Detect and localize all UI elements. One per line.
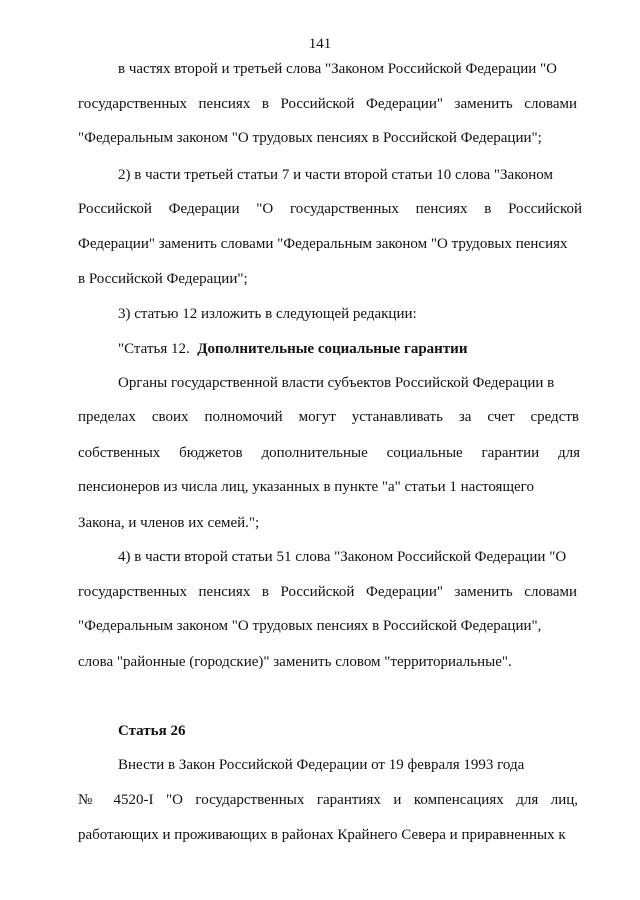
text-line: в Российской Федерации"; [78,271,248,287]
text-line: "Федеральным законом "О трудовых пенсиях в Российской Федерации"; [78,130,542,146]
text-line: 2) в части третьей статьи 7 и части второй статьи 10 слова "Законом [118,167,553,183]
article-12-heading [118,340,467,358]
text-line: 4) в части второй статьи 51 слова "Законом Российской Федерации "О [118,549,567,565]
text-line: Российской Федерации "О государственных пенсиях в Российской [78,201,582,217]
text-line: государственных пенсиях в Российской Федерации" заменить словами [78,96,577,112]
text-line: "Федеральным законом "О трудовых пенсиях в Российской Федерации", [78,618,542,634]
text-line: пенсионеров из числа лиц, указанных в пункте "а" статьи 1 настоящего [78,479,534,495]
text-line: 3) статью 12 изложить в следующей редакции: [118,306,417,322]
text-line: работающих и проживающих в районах Крайнего Севера и приравненных к [78,827,566,843]
article-12-title: Дополнительные социальные гарантии [197,341,468,357]
text-line: собственных бюджетов дополнительные социальные гарантии для [78,445,580,461]
text-line: Органы государственной власти субъектов Российской Федерации в [118,375,555,391]
article-26-heading: Статья 26 [118,723,186,739]
text-line: № 4520-I "О государственных гарантиях и компенсациях для лиц, [78,792,578,808]
text-line: слова "районные (городские)" заменить словом "территориальные". [78,654,512,670]
text-line: Внести в Закон Российской Федерации от 19 февраля 1993 года [118,757,525,773]
text-line: пределах своих полномочий могут устанавливать за счет средств [78,409,579,425]
article-12-prefix: "Статья 12. [118,341,190,357]
text-line: Закона, и членов их семей."; [78,515,260,531]
text-line: государственных пенсиях в Российской Федерации" заменить словами [78,584,577,600]
text-line: Федерации" заменить словами "Федеральным законом "О трудовых пенсиях [78,236,568,252]
text-line: в частях второй и третьей слова "Законом Российской Федерации "О [118,61,558,77]
page-number: 141 [308,36,332,52]
